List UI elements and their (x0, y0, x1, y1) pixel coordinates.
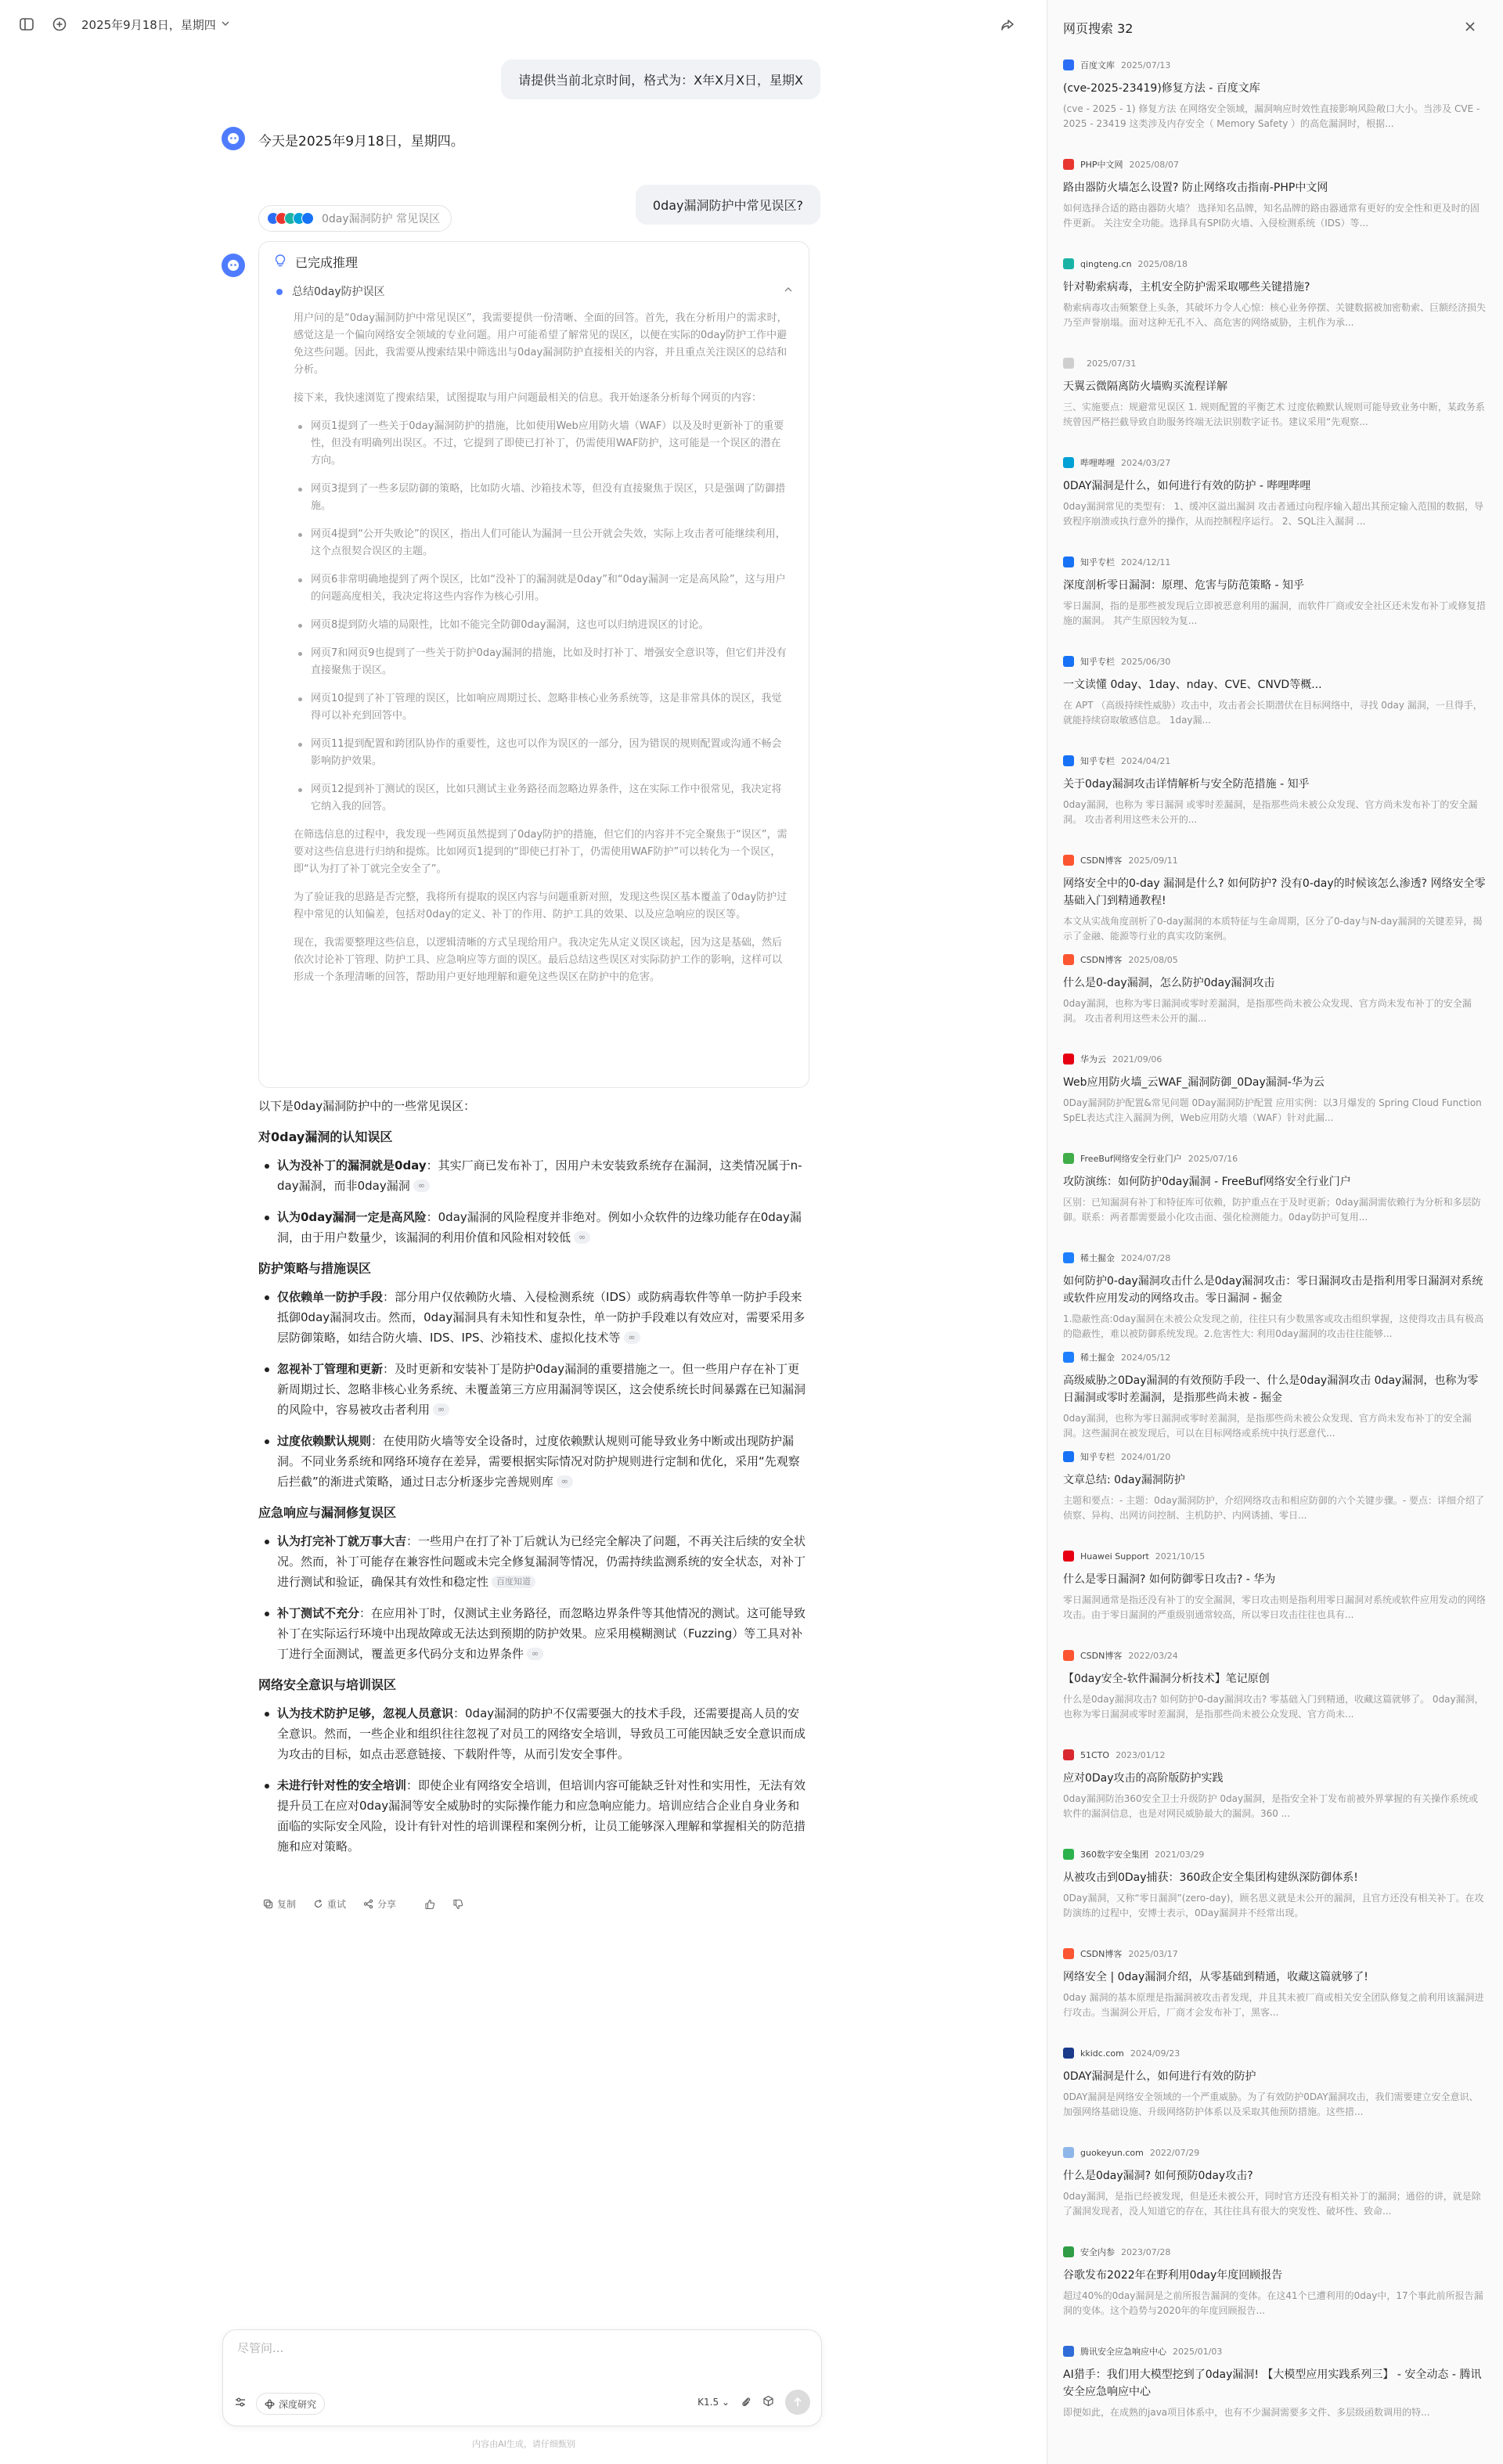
result-title[interactable]: 路由器防火墙怎么设置? 防止网络攻击指南-PHP中文网 (1063, 182, 1328, 194)
result-title[interactable]: 应对0Day攻击的高阶版防护实践 (1063, 1772, 1224, 1785)
result-date: 2025/03/17 (1128, 1948, 1178, 1959)
search-results-list (1063, 52, 1486, 2437)
result-title[interactable]: 0DAY漏洞是什么，如何进行有效的防护 - 哔哩哔哩 (1063, 480, 1311, 492)
result-meta (1063, 1847, 1486, 1861)
result-date: 2024/01/20 (1121, 1451, 1171, 1462)
result-meta (1063, 1648, 1486, 1662)
assistant-answer (258, 1096, 809, 1868)
reasoning-list (294, 418, 790, 816)
result-snippet: 零日漏洞，指的是那些被发现后立即被恶意利用的漏洞，而软件厂商或安全社区还未发布补丁或修复措施的漏洞。 其产生原因较为复... (1063, 600, 1486, 626)
message-input[interactable] (237, 2341, 801, 2355)
result-snippet: 0Day漏洞，又称“零日漏洞”(zero-day)，顾名思义就是未公开的漏洞，且官方还没有相关补丁。在攻防演练的过程中，安博士表示，0Day漏洞并不经常出现。 (1063, 1893, 1484, 1918)
reasoning-list-item: 网页11提到配置和跨团队协作的重要性，这也可以作为误区的一部分，因为错误的规则配置或沟通不畅会影响防护效果。 (294, 736, 790, 770)
result-title[interactable]: 文章总结: 0day漏洞防护 (1063, 1474, 1185, 1486)
source-logo-icon (1063, 2147, 1074, 2158)
answer-item-title: 过度依赖默认规则 (277, 1434, 372, 1448)
result-source: 知乎专栏 (1080, 1452, 1115, 1462)
result-snippet: 0day漏洞防治360安全卫士升级防护 0day漏洞，是指安全补丁发布前被外界掌握的有关操作系统或软件的漏洞信息，也是对网民威胁最大的漏洞。360 ... (1063, 1793, 1479, 1819)
result-date: 2025/08/18 (1137, 258, 1188, 269)
thumbs-up-icon[interactable] (424, 1899, 435, 1910)
result-title[interactable]: 谷歌发布2022年在野利用0day年度回顾报告 (1063, 2269, 1283, 2282)
result-title[interactable]: 什么是0-day漏洞，怎么防护0day漏洞攻击 (1063, 977, 1275, 989)
result-title[interactable]: 什么是0day漏洞? 如何预防0day攻击? (1063, 2170, 1253, 2182)
result-date: 2025/07/13 (1121, 59, 1171, 70)
source-logo-icon (1063, 1948, 1074, 1959)
answer-item-title: 认为技术防护足够，忽视人员意识 (277, 1706, 454, 1720)
answer-heading: 应急响应与漏洞修复误区 (258, 1505, 397, 1520)
source-logo-icon (1063, 1551, 1074, 1562)
result-title[interactable]: 天翼云微隔离防火墙购买流程详解 (1063, 380, 1227, 393)
result-source: 知乎专栏 (1080, 657, 1115, 667)
result-meta (1063, 257, 1486, 271)
result-title[interactable]: 什么是零日漏洞? 如何防御零日攻击? - 华为 (1063, 1573, 1276, 1586)
result-meta (1063, 1350, 1486, 1364)
answer-item (258, 1207, 809, 1248)
search-result-item[interactable] (1063, 2139, 1486, 2239)
result-meta (1063, 1450, 1486, 1464)
answer-item-title: 未进行针对性的安全培训 (277, 1778, 407, 1792)
result-meta (1063, 157, 1486, 171)
search-result-item[interactable] (1063, 2040, 1486, 2139)
search-result-item[interactable] (1063, 52, 1486, 151)
source-logo-icon (1063, 258, 1074, 269)
answer-item-title: 认为0day漏洞一定是高风险 (277, 1210, 427, 1224)
source-logo-icon (1063, 557, 1074, 567)
result-source: 华为云 (1080, 1054, 1106, 1064)
result-snippet: 0day漏洞，是指已经被发现，但是还未被公开，同时官方还没有相关补丁的漏洞；通俗的讲，就是除了漏洞发现者，没人知道它的存在，其往往具有很大的突发性、破坏性、致命... (1063, 2191, 1481, 2217)
result-meta (1063, 1251, 1486, 1265)
citation-badge[interactable]: ∞ (413, 1180, 430, 1192)
reasoning-list-item: 网页4提到“公开失败论”的误区，指出人们可能认为漏洞一旦公开就会失效，实际上攻击者可能继续利用，这个点很契合误区的主题。 (294, 526, 790, 560)
result-source: 360数字安全集团 (1080, 1850, 1148, 1860)
answer-item (258, 1531, 809, 1592)
result-source: 腾讯安全应急响应中心 (1080, 2347, 1166, 2357)
result-source: guokeyun.com (1080, 2147, 1144, 2158)
result-meta (1063, 356, 1486, 370)
answer-item-text: ：一些用户在打了补丁后就认为已经完全解决了问题，不再关注后续的安全状况。然而，补丁可能存在兼容性问题或未完全修复漏洞等情况，仍需持续监测系统的安全状态，对补丁进行测试和验证，确保其有效性和稳定性 (277, 1534, 806, 1589)
result-date: 2022/07/29 (1149, 2147, 1200, 2158)
result-snippet: 勒索病毒攻击频繁登上头条，其破坏力令人心惊：核心业务停摆、关键数据被加密勒索、巨额经济损失乃至声誉崩塌。面对这种无孔不入、高危害的网络威胁，主机作为承... (1063, 302, 1486, 328)
search-result-item[interactable] (1063, 2338, 1486, 2437)
result-snippet: 本文从实战角度剖析了0-day漏洞的本质特征与生命周期，区分了0-day与N-day漏洞的关键差异，揭示了金融、能源等行业的真实攻防案例。 (1063, 916, 1483, 942)
source-logo-icon (1063, 1352, 1074, 1363)
reasoning-paragraph: 为了验证我的思路是否完整，我将所有提取的误区内容与问题重新对照，发现这些误区基本覆盖了0day防护过程中常见的认知偏差，包括对0day的定义、补丁的作用、防护工具的效果、以及应急响应的误区等。 (294, 892, 788, 920)
close-icon[interactable] (1461, 17, 1480, 36)
result-source: 哔哩哔哩 (1080, 458, 1115, 468)
result-source: kkidc.com (1080, 2048, 1124, 2059)
chat-title[interactable] (81, 16, 230, 33)
result-snippet: 0Day漏洞防护配置&常见问题 0Day漏洞防护配置 应用实例：以3月爆发的 Spring Cloud Function SpEL表达式注入漏洞为例，Web应用防火墙（WAF）针对此漏... (1063, 1097, 1482, 1123)
answer-item-text: ：0day漏洞的风险程度并非绝对。例如小众软件的边缘功能存在0day漏洞，由于用户数量少，该漏洞的利用价值和风险相对较低 (277, 1210, 802, 1245)
arrow-up-icon (792, 2397, 803, 2408)
result-snippet: 即便如此，在成熟的java项目体系中，也有不少漏洞需要多文件、多层级函数调用的特... (1063, 2407, 1430, 2418)
source-logo-icon (1063, 1153, 1074, 1164)
search-result-item[interactable] (1063, 1543, 1486, 1642)
answer-item-text: ：在使用防火墙等安全设备时，过度依赖默认规则可能导致业务中断或出现防护漏洞。不同业务系统和网络环境存在差异，需要根据实际情况对防护规则进行定制和优化，采用“先观察后拦截”的渐进式策略，通过日志分析逐步完善规则库 (277, 1434, 800, 1489)
reasoning-list-item: 网页1提到了一些关于0day漏洞防护的措施，比如使用Web应用防火墙（WAF）以及及时更新补丁的重要性，但没有明确列出误区。不过，它提到了即使已打补丁，仍需使用WAF防护，这可能是一个误区的潜在方向。 (294, 418, 790, 470)
message-composer (222, 2329, 822, 2426)
result-date: 2023/07/28 (1121, 2246, 1171, 2257)
result-date: 2025/06/30 (1121, 656, 1171, 667)
reasoning-paragraph: 在筛选信息的过程中，我发现一些网页虽然提到了0day防护的措施，但它们的内容并不完全聚焦于“误区”，需要对这些信息进行归纳和提炼。比如网页1提到的“即使已打补丁，仍需使用WAF防护”可以转化为一个误区，即“认为打了补丁就完全安全了”。 (294, 829, 788, 875)
source-logo-icon (1063, 2346, 1074, 2357)
result-date: 2024/12/11 (1121, 557, 1171, 567)
send-button[interactable] (785, 2390, 810, 2415)
result-source: 51CTO (1080, 1749, 1110, 1760)
reasoning-paragraph: 现在，我需要整理这些信息，以逻辑清晰的方式呈现给用户。我决定先从定义误区谈起，因为这是基础，然后依次讨论补丁管理、防护工具、应急响应等方面的误区。最后总结这些误区对实际防护工作的影响，这样可以形成一个条理清晰的回答，帮助用户更好地理解和避免这些误区在防护中的危害。 (294, 937, 783, 983)
answer-list (258, 1531, 809, 1664)
result-snippet: 零日漏洞通常是指还没有补丁的安全漏洞，零日攻击则是指利用零日漏洞对系统或软件应用发动的网络攻击。由于零日漏洞的严重级别通常较高，所以零日攻击往往也具有... (1063, 1594, 1486, 1620)
search-result-item[interactable] (1063, 250, 1486, 350)
search-panel-title: 网页搜索 32 (1063, 21, 1134, 36)
result-title[interactable]: 针对勒索病毒，主机安全防护需采取哪些关键措施? (1063, 281, 1310, 294)
share-icon (363, 1899, 373, 1909)
search-result-item[interactable] (1063, 1344, 1486, 1443)
share-button[interactable] (363, 1897, 396, 1911)
answer-item-title: 认为没补丁的漏洞就是0day (277, 1158, 427, 1173)
retry-label: 重试 (327, 1899, 347, 1910)
search-result-item[interactable] (1063, 1642, 1486, 1742)
answer-heading: 网络安全意识与培训误区 (258, 1677, 397, 1692)
result-snippet: 0day漏洞，也称为零日漏洞或零时差漏洞，是指那些尚未被公众发现、官方尚未发布补丁的安全漏洞。这些漏洞在被发现后，可以在目标网络或系统中执行恶意代... (1063, 1413, 1472, 1439)
share-icon[interactable] (997, 14, 1018, 36)
answer-list (258, 1287, 809, 1492)
result-source: PHP中文网 (1080, 160, 1123, 170)
result-title[interactable]: 0DAY漏洞是什么，如何进行有效的防护 (1063, 2070, 1256, 2083)
answer-item-text: ：部分用户仅依赖防火墙、入侵检测系统（IDS）或防病毒软件等单一防护手段来抵御0day漏洞攻击。然而，0day漏洞具有未知性和复杂性，单一防护手段难以有效应对，需要采用多层防御策略，如结合防火墙、IDS、IPS、沙箱技术、虚拟化技术等 (277, 1290, 806, 1345)
assistant-avatar-icon (222, 254, 245, 277)
reasoning-paragraph: 用户问的是“0day漏洞防护中常见误区”，我需要提供一份清晰、全面的回答。首先，我在分析用户的需求时，感觉这是一个偏向网络安全领域的专业问题。用户可能希望了解常见的误区，以便在实际的0day防护工作中避免这些问题。因此，我需要从搜索结果中筛选出与0day漏洞防护直接相关的内容，并且重点关注误区的总结和分析。 (294, 312, 788, 376)
source-logo-icon (1063, 457, 1074, 468)
result-title[interactable]: 如何防护0-day漏洞攻击什么是0day漏洞攻击：零日漏洞攻击是指利用零日漏洞对系统或软件应用发动的网络攻击。零日漏洞 - 掘金 (1063, 1275, 1483, 1305)
result-source: 安全内参 (1080, 2247, 1115, 2257)
ai-disclaimer: 内容由AI生成，请仔细甄别 (472, 2439, 575, 2449)
result-date: 2021/03/29 (1155, 1849, 1205, 1860)
answer-item-text: ：在应用补丁时，仅测试主业务路径，而忽略边界条件等其他情况的测试。这可能导致补丁在实际运行环境中出现故障或无法达到预期的防护效果。应采用模糊测试（Fuzzing）等工具对补丁进行全面测试，覆盖更多代码分支和边界条件 (277, 1606, 806, 1661)
result-title[interactable]: 深度剖析零日漏洞：原理、危害与防范策略 - 知乎 (1063, 579, 1304, 592)
result-source: 稀土掘金 (1080, 1353, 1115, 1363)
source-logo-icon (1063, 954, 1074, 965)
model-label: K1.5 (697, 2397, 719, 2408)
answer-list (258, 1703, 809, 1857)
result-date: 2024/03/27 (1121, 457, 1171, 468)
result-date: 2025/09/11 (1128, 855, 1178, 866)
reasoning-step[interactable] (259, 277, 809, 305)
citation-badge[interactable]: ∞ (574, 1231, 590, 1244)
source-logo-icon (1063, 1749, 1074, 1760)
result-snippet: 1.隐蔽性高:0day漏洞在未被公众发现之前，往往只有少数黑客或攻击组织掌握，这使得攻击具有极高的隐蔽性，难以被防御系统发现。2.危害性大: 利用0day漏洞的攻击往往能够... (1063, 1313, 1484, 1339)
result-title[interactable]: 攻防演练：如何防护0day漏洞 - FreeBuf网络安全行业门户 (1063, 1176, 1351, 1188)
result-title[interactable]: 一文读懂 0day、1day、nday、CVE、CNVD等概... (1063, 679, 1322, 691)
result-date: 2025/08/05 (1128, 954, 1178, 965)
chat-title-text: 2025年9月18日，星期四 (81, 17, 216, 32)
search-result-item[interactable] (1063, 946, 1486, 1046)
tools-icon[interactable] (234, 2396, 247, 2412)
atom-icon (265, 2399, 275, 2409)
reasoning-list-item: 网页3提到了一些多层防御的策略，比如防火墙、沙箱技术等，但没有直接聚焦于误区，只是强调了防御措施。 (294, 481, 790, 515)
share-label: 分享 (377, 1899, 397, 1910)
attach-icon[interactable] (741, 2395, 752, 2410)
answer-heading: 对0day漏洞的认知误区 (258, 1129, 393, 1144)
retry-button[interactable] (313, 1897, 346, 1911)
chevron-down-icon: ⌄ (721, 2397, 730, 2408)
answer-item-text: ：0day漏洞的防护不仅需要强大的技术手段，还需要提高人员的安全意识。然而，一些企业和组织往往忽视了对员工的网络安全培训，导致员工可能因缺乏安全意识而成为攻击的目标，如点击恶意链接、下载附件等，从而引发安全事件。 (277, 1706, 806, 1761)
search-result-item[interactable] (1063, 1046, 1486, 1145)
result-snippet: 0DAY漏洞是网络安全领域的一个严重威胁。为了有效防护0DAY漏洞攻击，我们需要建立安全意识、加强网络基础设施、升级网络防护体系以及采取其他预防措施。这些措... (1063, 2091, 1479, 2117)
citation-badge[interactable]: 百度知道 (492, 1576, 535, 1588)
result-title[interactable]: 从被攻击到0Day捕获：360政企安全集团构建纵深防御体系! (1063, 1871, 1358, 1884)
deep-research-label: 深度研究 (279, 2398, 317, 2410)
reasoning-list-item: 网页7和网页9也提到了一些关于防护0day漏洞的措施，比如及时打补丁、增强安全意识等，但它们并没有直接聚焦于误区。 (294, 645, 790, 679)
source-logo-icon (1063, 2048, 1074, 2059)
result-meta (1063, 1947, 1486, 1961)
result-meta (1063, 953, 1486, 967)
reasoning-list-item: 网页6非常明确地提到了两个误区，比如“没补丁的漏洞就是0day”和“0day漏洞一定是高风险”，这与用户的问题高度相关，我决定将这些内容作为核心引用。 (294, 571, 790, 606)
reasoning-panel (258, 241, 809, 1088)
source-logo-icon (1063, 358, 1074, 369)
result-snippet: (cve - 2025 - 1) 修复方法 在网络安全领域，漏洞响应时效性直接影响风险敞口大小。当涉及 CVE - 2025 - 23419 这类涉及内存安全（ Memory Safety ）的高危漏洞时，根据... (1063, 103, 1480, 129)
search-result-item[interactable] (1063, 648, 1486, 747)
answer-item (258, 1775, 809, 1857)
result-date: 2025/01/03 (1173, 2346, 1223, 2357)
source-logo-icon (1063, 159, 1074, 170)
result-title[interactable]: (cve-2025-23419)修复方法 - 百度文库 (1063, 82, 1260, 95)
result-source: Huawei Support (1080, 1551, 1149, 1562)
result-date: 2025/07/16 (1188, 1153, 1238, 1164)
result-date: 2025/08/07 (1129, 159, 1179, 170)
cube-icon[interactable] (762, 2395, 774, 2409)
result-meta (1063, 754, 1486, 768)
search-result-item[interactable] (1063, 350, 1486, 449)
result-source: CSDN博客 (1080, 1949, 1123, 1959)
source-logo-icon (1063, 1451, 1074, 1462)
result-source: CSDN博客 (1080, 856, 1123, 866)
answer-item-title: 仅依赖单一防护手段 (277, 1290, 384, 1304)
result-source: qingteng.cn (1080, 258, 1132, 269)
result-meta (1063, 1549, 1486, 1563)
message-actions (263, 1897, 463, 1911)
result-title[interactable]: 高级威胁之0Day漏洞的有效预防手段一、什么是0day漏洞攻击 0day漏洞，也称为零日漏洞或零时差漏洞，是指那些尚未被 - 掘金 (1063, 1374, 1479, 1404)
answer-list (258, 1155, 809, 1248)
result-title[interactable]: 关于0day漏洞攻击详情解析与安全防范措施 - 知乎 (1063, 778, 1310, 791)
answer-item-title: 认为打完补丁就万事大吉 (277, 1534, 407, 1548)
composer-tools (234, 2393, 325, 2415)
source-logos (267, 212, 314, 225)
thumbs-down-icon[interactable] (452, 1899, 463, 1910)
search-result-item[interactable] (1063, 1145, 1486, 1245)
sidebar-toggle-icon[interactable] (16, 13, 38, 35)
answer-item (258, 1155, 809, 1196)
model-selector[interactable] (697, 2397, 730, 2408)
reasoning-text (259, 305, 809, 986)
result-snippet: 在 APT （高级持续性威胁）攻击中，攻击者会长期潜伏在目标网络中，寻找 0day 漏洞，一旦得手，就能持续窃取敏感信息。 1day漏... (1063, 700, 1483, 726)
result-source: 知乎专栏 (1080, 756, 1115, 766)
reasoning-step-title: 总结0day防护误区 (292, 286, 385, 298)
source-logo-icon (1063, 656, 1074, 667)
source-logo-icon (1063, 59, 1074, 70)
search-result-item[interactable] (1063, 1841, 1486, 1940)
citation-badge[interactable]: ∞ (433, 1403, 449, 1416)
copy-label: 复制 (277, 1899, 297, 1910)
result-snippet: 0day 漏洞的基本原理是指漏洞被攻击者发现，并且其未被厂商或相关安全团队修复之前利用该漏洞进行攻击。当漏洞公开后，厂商才会发布补丁，黑客... (1063, 1992, 1484, 2018)
answer-item (258, 1431, 809, 1492)
result-snippet: 0day漏洞，也称为零日漏洞或零时差漏洞，是指那些尚未被公众发现、官方尚未发布补丁的安全漏洞。 攻击者利用这些未公开的漏... (1063, 998, 1472, 1024)
result-snippet: 超过40%的0day漏洞是之前所报告漏洞的变体。在这41个已遭利用的0day中，17个事此前所报告漏洞的变体。这个趋势与2020年的年度回顾报告... (1063, 2290, 1483, 2316)
source-logo-icon (1063, 1650, 1074, 1661)
composer-right-tools (697, 2390, 810, 2415)
assistant-message: 今天是2025年9月18日，星期四。 (258, 134, 464, 149)
source-logo-icon (301, 212, 314, 225)
source-logo-icon (1063, 1252, 1074, 1263)
result-date: 2021/10/15 (1155, 1551, 1206, 1562)
result-snippet: 0day漏洞，也称为 零日漏洞 或零时差漏洞，是指那些尚未被公众发现、官方尚未发布补丁的安全漏洞。 攻击者利用这些未公开的... (1063, 799, 1478, 825)
result-date: 2024/09/23 (1130, 2048, 1180, 2059)
result-date: 2022/03/24 (1128, 1650, 1178, 1661)
citation-badge[interactable]: ∞ (624, 1331, 640, 1344)
result-source: CSDN博客 (1080, 1651, 1123, 1661)
copy-button[interactable] (263, 1897, 296, 1911)
search-sources-chip[interactable] (258, 205, 452, 232)
reasoning-list-item: 网页12提到补丁测试的误区，比如只测试主业务路径而忽略边界条件，这在实际工作中很常见，我决定将它纳入我的回答。 (294, 781, 790, 816)
search-results-panel (1047, 0, 1503, 2464)
step-dot-icon (276, 289, 283, 295)
answer-item-text: ：其实厂商已发布补丁，因用户未安装致系统存在漏洞，这类情况属于n-day漏洞，而非0day漏洞 (277, 1158, 802, 1193)
search-result-item[interactable] (1063, 151, 1486, 250)
result-snippet: 0day漏洞常见的类型有： 1、缓冲区溢出漏洞 攻击者通过向程序输入超出其预定输入范围的数据，导致程序崩溃或执行意外的操作，从而控制程序运行。 2、SQL注入漏洞 ... (1063, 501, 1483, 527)
answer-item-text: ：及时更新和安装补丁是防护0day漏洞的重要措施之一。但一些用户存在补丁更新周期过长、忽略非核心业务系统、未覆盖第三方应用漏洞等误区，这会使系统长时间暴露在已知漏洞的风险中，容易被攻击者利用 (277, 1362, 806, 1417)
reasoning-paragraph: 接下来，我快速浏览了搜索结果，试图提取与用户问题最相关的信息。我开始逐条分析每个网页的内容： (294, 392, 762, 404)
result-meta (1063, 456, 1486, 470)
result-date: 2023/01/12 (1116, 1749, 1166, 1760)
result-title[interactable]: 网络安全 | 0day漏洞介绍，从零基础到精通，收藏这篇就够了! (1063, 1971, 1368, 1983)
lightbulb-icon (273, 254, 287, 271)
top-bar (0, 0, 1047, 49)
search-result-item[interactable] (1063, 1245, 1486, 1344)
result-title[interactable]: AI猎手：我们用大模型挖到了0day漏洞! 【大模型应用实践系列三】 - 安全动态 - 腾讯安全应急响应中心 (1063, 2369, 1482, 2398)
search-result-item[interactable] (1063, 2239, 1486, 2338)
source-logo-icon (1063, 1054, 1074, 1064)
result-meta (1063, 1052, 1486, 1066)
result-meta (1063, 58, 1486, 72)
assistant-avatar-icon (222, 127, 245, 150)
citation-badge[interactable]: ∞ (557, 1475, 573, 1488)
reasoning-status: 已完成推理 (295, 255, 359, 270)
answer-item-text: ：即使企业有网络安全培训，但培训内容可能缺乏针对性和实用性，无法有效提升员工在应对0day漏洞等安全威胁时的实际操作能力和应急响应能力。培训应结合企业自身业务和面临的实际安全风险，设计有针对性的培训课程和案例分析，让员工能够深入理解和掌握相关的防范措施和应对策略。 (277, 1778, 806, 1853)
answer-item (258, 1287, 809, 1348)
result-source: 百度文库 (1080, 60, 1115, 70)
source-logo-icon (1063, 2246, 1074, 2257)
answer-item (258, 1603, 809, 1664)
result-source: FreeBuf网络安全行业门户 (1080, 1154, 1182, 1164)
result-title[interactable]: 【0day安全-软件漏洞分析技术】笔记原创 (1063, 1673, 1270, 1685)
result-source: CSDN博客 (1080, 955, 1123, 965)
reasoning-list-item: 网页10提到了补丁管理的误区，比如响应周期过长、忽略非核心业务系统等，这是非常具体的误区，我觉得可以补充到回答中。 (294, 690, 790, 725)
result-source: 稀土掘金 (1080, 1253, 1115, 1263)
result-date: 2021/09/06 (1112, 1054, 1162, 1064)
result-date: 2024/07/28 (1121, 1252, 1171, 1263)
result-snippet: 三、实施要点：规避常见误区 1. 规则配置的平衡艺术 过度依赖默认规则可能导致业务中断，某政务系统曾因严格拦截导致自助服务终端无法识别数字证书。建议采用“先观察... (1063, 402, 1485, 427)
result-meta (1063, 2145, 1486, 2160)
result-meta (1063, 2344, 1486, 2358)
citation-badge[interactable]: ∞ (527, 1648, 543, 1660)
search-result-item[interactable] (1063, 449, 1486, 549)
chevron-up-icon[interactable] (784, 285, 793, 297)
source-logo-icon (1063, 1849, 1074, 1860)
result-snippet: 如何选择合适的路由器防火墙？ 选择知名品牌，知名品牌的路由器通常有更好的安全性和更及时的固件更新。 关注安全功能。选择具有SPI防火墙、入侵检测系统（IDS）等... (1063, 203, 1480, 229)
search-result-item[interactable] (1063, 1940, 1486, 2040)
search-result-item[interactable] (1063, 1443, 1486, 1543)
answer-intro: 以下是0day漏洞防护中的一些常见误区： (258, 1099, 476, 1113)
result-snippet: 主题和要点：- 主题：0day漏洞防护，介绍网络攻击和相应防御的六个关键步骤。- 要点：详细介绍了侦察、异构、出网访问控制、主机防护、内网诱捕、零日... (1063, 1495, 1484, 1521)
source-logo-icon (1063, 755, 1074, 766)
deep-research-button[interactable] (256, 2393, 325, 2415)
result-meta (1063, 853, 1486, 867)
result-title[interactable]: 网络安全中的0-day 漏洞是什么? 如何防护? 没有0-day的时候该怎么渗透? 网络安全零基础入门到精通教程! (1063, 877, 1486, 907)
chevron-down-icon (221, 17, 230, 31)
answer-item (258, 1703, 809, 1764)
answer-item-title: 忽视补丁管理和更新 (277, 1362, 384, 1376)
source-logo-icon (1063, 855, 1074, 866)
search-result-item[interactable] (1063, 847, 1486, 946)
refresh-icon (313, 1899, 323, 1909)
result-date: 2024/04/21 (1121, 755, 1171, 766)
search-result-item[interactable] (1063, 747, 1486, 847)
copy-icon (263, 1899, 273, 1909)
new-chat-icon[interactable] (49, 13, 70, 35)
result-meta (1063, 1748, 1486, 1762)
answer-heading: 防护策略与措施误区 (258, 1261, 372, 1276)
result-source: 知乎专栏 (1080, 557, 1115, 567)
result-date: 2025/07/31 (1087, 358, 1137, 369)
result-snippet: 区别：已知漏洞有补丁和特征库可依赖，防护重点在于及时更新；0day漏洞需依赖行为分析和多层防御。联系：两者都需要最小化攻击面、强化检测能力。0day防护可复用... (1063, 1197, 1481, 1223)
reasoning-list-item: 网页8提到防火墙的局限性，比如不能完全防御0day漏洞，这也可以归纳进误区的讨论。 (294, 617, 790, 634)
result-meta (1063, 2046, 1486, 2060)
answer-item (258, 1359, 809, 1420)
result-meta (1063, 1151, 1486, 1165)
reasoning-header[interactable] (259, 242, 809, 277)
user-message: 0day漏洞防护中常见误区? (636, 185, 820, 225)
result-meta (1063, 654, 1486, 668)
result-snippet: 什么是0day漏洞攻击? 如何防护0-day漏洞攻击? 零基础入门到精通，收藏这篇就够了。 0day漏洞，也称为零日漏洞或零时差漏洞，是指那些尚未被公众发现、官方尚未... (1063, 1694, 1484, 1720)
answer-item-title: 补丁测试不充分 (277, 1606, 360, 1620)
search-query-text: 0day漏洞防护 常见误区 (322, 213, 441, 225)
search-result-item[interactable] (1063, 1742, 1486, 1841)
result-meta (1063, 555, 1486, 569)
result-meta (1063, 2245, 1486, 2259)
result-date: 2024/05/12 (1121, 1352, 1171, 1363)
result-title[interactable]: Web应用防火墙_云WAF_漏洞防御_0Day漏洞-华为云 (1063, 1076, 1325, 1089)
user-message: 请提供当前北京时间，格式为：X年X月X日，星期X (501, 59, 820, 99)
search-result-item[interactable] (1063, 549, 1486, 648)
